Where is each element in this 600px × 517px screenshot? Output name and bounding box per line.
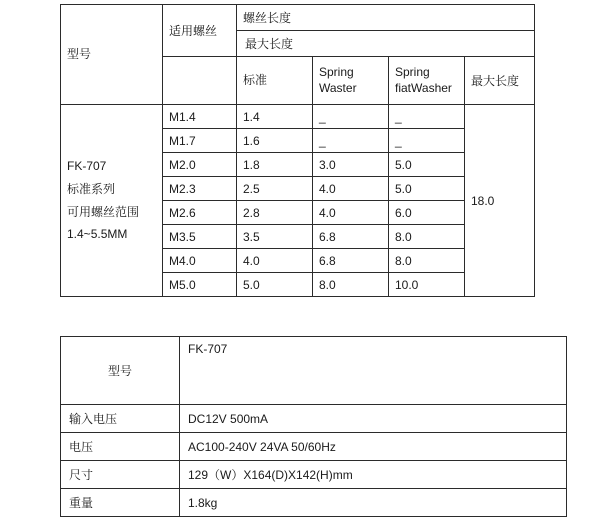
flat-washer-header-line1: Spring (395, 64, 430, 79)
spring-washer-length: 4.0 (313, 201, 389, 225)
standard-length: 3.5 (237, 225, 313, 249)
spring-washer-header-line2: Waster (319, 80, 357, 95)
screw-size: M2.0 (163, 153, 237, 177)
screw-specification-table (60, 4, 535, 297)
flat-washer-header-line2: fiatWasher (395, 80, 452, 95)
table-row (61, 405, 567, 433)
spring-washer-header (313, 57, 389, 105)
applicable-screw-header: 适用螺丝 (163, 5, 237, 57)
screw-size: M1.4 (163, 105, 237, 129)
model-info-line4: 1.4~5.5MM (67, 227, 128, 242)
table-row (61, 105, 535, 129)
info-label-voltage: 电压 (61, 433, 180, 461)
table-row (61, 461, 567, 489)
standard-length: 1.4 (237, 105, 313, 129)
info-value-voltage: AC100-240V 24VA 50/60Hz (180, 433, 567, 461)
flat-washer-length: _ (389, 105, 465, 129)
model-info-cell (61, 105, 163, 297)
spring-washer-length: 8.0 (313, 273, 389, 297)
model-header-label: 型号 (67, 47, 92, 62)
flat-washer-length: 10.0 (389, 273, 465, 297)
model-info-line2: 标准系列 (67, 181, 116, 196)
table-row (61, 489, 567, 517)
flat-washer-header (389, 57, 465, 105)
screw-size: M2.6 (163, 201, 237, 225)
screw-size: M2.3 (163, 177, 237, 201)
standard-length: 4.0 (237, 249, 313, 273)
screw-length-header: 螺丝长度 (237, 5, 535, 31)
info-label-model: 型号 (61, 337, 180, 405)
spring-washer-length: 4.0 (313, 177, 389, 201)
info-label-weight: 重量 (61, 489, 180, 517)
screw-size: M3.5 (163, 225, 237, 249)
table-row (61, 433, 567, 461)
standard-length: 2.8 (237, 201, 313, 225)
spring-washer-length: _ (313, 105, 389, 129)
model-info-line3: 可用螺丝范围 (67, 204, 140, 219)
flat-washer-length: 5.0 (389, 177, 465, 201)
info-value-input-voltage: DC12V 500mA (180, 405, 567, 433)
info-value-weight: 1.8kg (180, 489, 567, 517)
table-row (61, 5, 535, 31)
screw-size: M5.0 (163, 273, 237, 297)
model-header-cell (61, 5, 163, 105)
standard-length: 2.5 (237, 177, 313, 201)
max-length-value: 18.0 (465, 105, 535, 297)
standard-length: 1.6 (237, 129, 313, 153)
flat-washer-length: 8.0 (389, 225, 465, 249)
info-label-dimensions: 尺寸 (61, 461, 180, 489)
model-info-line1: FK-707 (67, 158, 107, 173)
max-length-group-header: 最大长度 (237, 31, 535, 57)
spring-washer-length: 6.8 (313, 225, 389, 249)
standard-header: 标准 (237, 57, 313, 105)
info-value-dimensions: 129（W）X164(D)X142(H)mm (180, 461, 567, 489)
standard-length: 1.8 (237, 153, 313, 177)
info-label-input-voltage: 输入电压 (61, 405, 180, 433)
flat-washer-length: 6.0 (389, 201, 465, 225)
standard-length: 5.0 (237, 273, 313, 297)
table-row (61, 337, 567, 405)
max-length-header: 最大长度 (465, 57, 535, 105)
spring-washer-header-line1: Spring (319, 64, 354, 79)
info-value-model: FK-707 (180, 337, 567, 405)
spring-washer-length: 3.0 (313, 153, 389, 177)
flat-washer-length: _ (389, 129, 465, 153)
flat-washer-length: 5.0 (389, 153, 465, 177)
product-info-table (60, 336, 567, 517)
screw-size: M4.0 (163, 249, 237, 273)
spring-washer-length: 6.8 (313, 249, 389, 273)
screw-size: M1.7 (163, 129, 237, 153)
screw-col-spacer (163, 57, 237, 105)
flat-washer-length: 8.0 (389, 249, 465, 273)
spring-washer-length: _ (313, 129, 389, 153)
